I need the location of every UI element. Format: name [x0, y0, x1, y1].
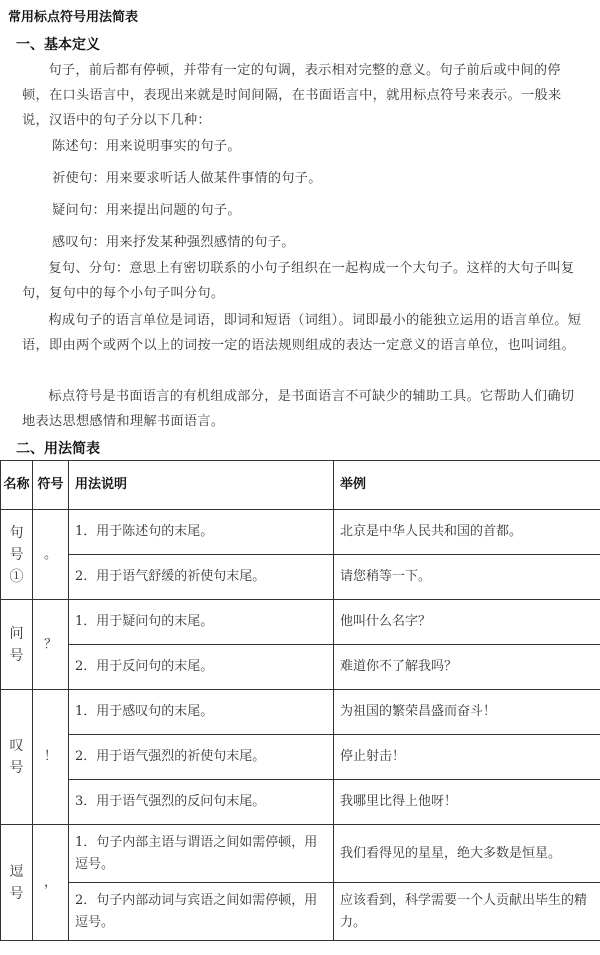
usage-cell: 2．句子内部动词与宾语之间如需停顿，用逗号。: [69, 883, 334, 941]
paragraph-exclamatory: 感叹句：用来抒发某种强烈感情的句子。: [52, 235, 295, 250]
document-title: 常用标点符号用法简表: [8, 10, 139, 25]
name-cell-comma: [1, 825, 33, 941]
paragraph-declarative: 陈述句：用来说明事实的句子。: [52, 139, 241, 154]
table-row: [1, 825, 600, 883]
example-cell: 应该看到，科学需要一个人贡献出毕生的精力。: [334, 883, 600, 941]
symbol-cell-period: 。: [33, 510, 69, 600]
table-row: [1, 555, 600, 600]
example-cell: 停止射击！: [334, 735, 600, 780]
symbol-cell-exclamation: ！: [33, 690, 69, 825]
usage-cell: 1．句子内部主语与谓语之间如需停顿，用逗号。: [69, 825, 334, 883]
symbol-cell-question: ？: [33, 600, 69, 690]
name-cell-exclamation: [1, 690, 33, 825]
paragraph-imperative: 祈使句：用来要求听话人做某件事情的句子。: [52, 171, 322, 186]
table-row: [1, 690, 600, 735]
table-row: [1, 883, 600, 941]
header-symbol: 符号: [33, 461, 69, 510]
usage-cell: 2．用于语气舒缓的祈使句末尾。: [69, 555, 334, 600]
paragraph-interrogative: 疑问句：用来提出问题的句子。: [52, 203, 241, 218]
paragraph-sentence-definition: 句子，前后都有停顿，并带有一定的句调，表示相对完整的意义。句子前后或中间的停顿，在口头语言中，表现出来就是时间间隔，在书面语言中，就用标点符号来表示。一般来说，汉语中的句子分以下几种：: [22, 63, 562, 128]
paragraph-words-phrases: 构成句子的语言单位是词语，即词和短语（词组）。词即最小的能独立运用的语言单位。短语，即由两个或两个以上的词按一定的语法规则组成的表达一定意义的语言单位，也叫词组。: [22, 313, 582, 353]
usage-cell: 2．用于反问句的末尾。: [69, 645, 334, 690]
paragraph-compound-sentence: 复句、分句：意思上有密切联系的小句子组织在一起构成一个大句子。这样的大句子叫复句，复句中的每个小句子叫分句。: [22, 261, 575, 301]
symbol-cell-comma: ，: [33, 825, 69, 941]
table-row: [1, 645, 600, 690]
table-row: [1, 510, 600, 555]
punctuation-usage-table: [0, 460, 600, 941]
name-text: 句号①: [9, 524, 24, 585]
table-row: [1, 780, 600, 825]
usage-cell: 1．用于陈述句的末尾。: [69, 510, 334, 555]
name-text: 叹号: [9, 738, 24, 776]
table-header-row: [1, 461, 600, 510]
table-row: [1, 735, 600, 780]
header-example: 举例: [334, 461, 600, 510]
paragraph-punctuation-role: 标点符号是书面语言的有机组成部分，是书面语言不可缺少的辅助工具。它帮助人们确切地表达思想感情和理解书面语言。: [22, 389, 575, 429]
table-row: [1, 600, 600, 645]
example-cell: 难道你不了解我吗？: [334, 645, 600, 690]
name-text: 问号: [9, 625, 24, 664]
section-heading-definitions: 一、基本定义: [16, 37, 100, 53]
usage-cell: 1．用于疑问句的末尾。: [69, 600, 334, 645]
header-name: 名称: [1, 461, 33, 510]
example-cell: 我哪里比得上他呀！: [334, 780, 600, 825]
example-cell: 为祖国的繁荣昌盛而奋斗！: [334, 690, 600, 735]
name-cell-period: [1, 510, 33, 600]
section-heading-usage-table: 二、用法简表: [16, 441, 100, 457]
example-cell: 北京是中华人民共和国的首都。: [334, 510, 600, 555]
example-cell: 我们看得见的星星，绝大多数是恒星。: [334, 825, 600, 883]
usage-cell: 3．用于语气强烈的反问句末尾。: [69, 780, 334, 825]
usage-cell: 2．用于语气强烈的祈使句末尾。: [69, 735, 334, 780]
header-usage: 用法说明: [69, 461, 334, 510]
usage-cell: 1．用于感叹句的末尾。: [69, 690, 334, 735]
name-cell-question: [1, 600, 33, 690]
name-text: 逗号: [9, 863, 24, 902]
example-cell: 请您稍等一下。: [334, 555, 600, 600]
example-cell: 他叫什么名字？: [334, 600, 600, 645]
